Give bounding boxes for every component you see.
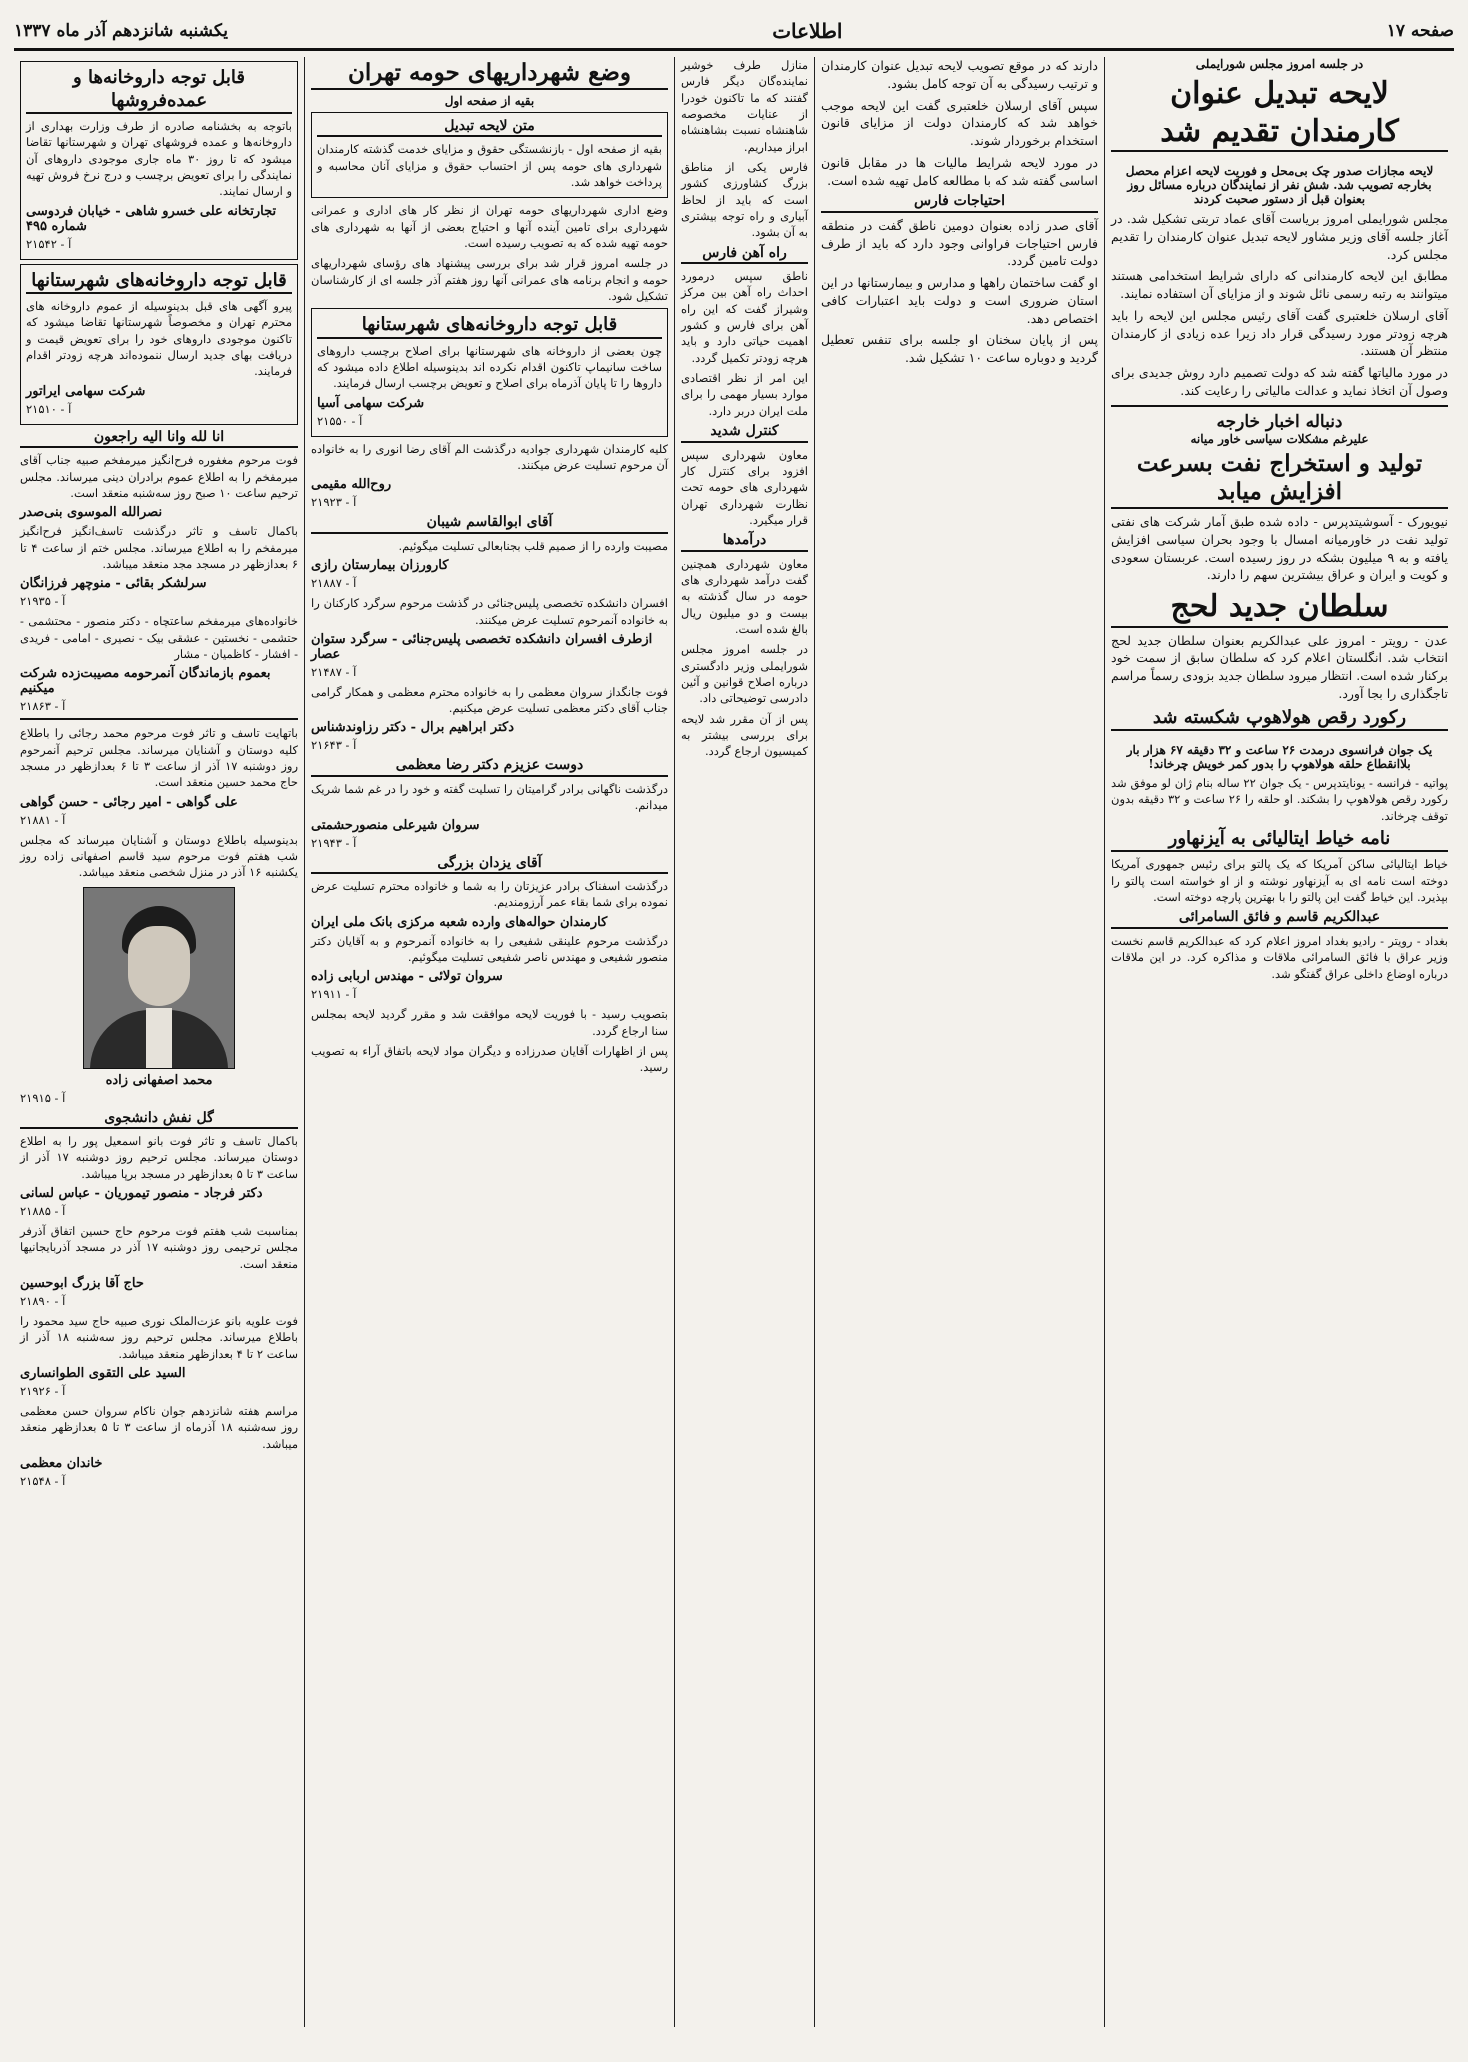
majlis-note-2: پس از اظهارات آقایان صدرزاده و دیگران مواد لایحه باتفاق آراء به تصویب رسید. <box>311 1044 668 1075</box>
bill-text-paragraph: بقیه از صفحه اول - بازنشستگی حقوق و مزایای خدمت گذشته کارمندان شهرداری های حومه پس از احتساب حقوق و مزایای آنان محاسبه و پرداخت خواهد شد. <box>317 142 662 189</box>
condolence-5-ref: آ - ۲۱۹۴۳ <box>311 835 357 850</box>
obituary-9: مراسم هفته شانزدهم جوان ناکام سروان حسن معظمی روز سه‌شنبه ۱۸ آذرماه از ساعت ۳ تا ۵ بعدازظهر منعقد میباشد. <box>20 1403 298 1451</box>
condolence-5-signature: سروان شیرعلی منصورحشمتی <box>311 817 480 833</box>
obituary-4: باتهایت تاسف و تاثر فوت مرحوم محمد رجائی را باطلاع کلیه دوستان و آشنایان میرساند. مجلس ترحیم آنمرحوم روز دوشنبه ۱۷ آذر از ساعت ۳ تا ۶ بعدازظهر در مسجد حاج محمد حسین منعقد است. <box>20 726 299 790</box>
majlis-paragraph-5: او گفت ساختمان راهها و مدارس و بیمارستانها در این استان ضروری است و دولت باید اعتبارات کافی اختصاص دهد. <box>821 275 1098 326</box>
qasim-headline: عبدالکریم قاسم و فائق السامرائی <box>1111 909 1448 929</box>
obituary-1-signature: نصرالله الموسوی بنی‌صدر <box>20 505 163 521</box>
municipalities-headline: وضع شهرداریهای حومه تهران <box>311 59 668 90</box>
wholesaler-ad-signature: تجارتخانه علی خسرو شاهی - خیابان فردوسی شماره ۴۹۵ <box>26 203 277 234</box>
pharmacy-ad <box>311 308 668 436</box>
obituary-4-signature: علی گواهی - امیر رجائی - حسن گواهی <box>20 794 238 810</box>
obituary-2: باکمال تاسف و تاثر درگذشت تاسف‌انگیز فرح‌انگیز میرمفخم را به اطلاع میرساند. مجلس ختم از ساعت ۴ تا ۶ بعدازظهر در مسجد مجد منعقد میباشد. <box>20 524 298 571</box>
obituary-3-signature: بعموم بازماندگان آنمرحومه مصیبت‌زده شرکت میکنیم <box>20 666 271 697</box>
narrow-paragraph-1: منازل طرف خوشیر نماینده‌گان دیگر فارس گفتند که ما تاکنون خودرا از عنایات مخصوصه شاهنشاه نسبت بشاهنشاه ابراز میداریم. <box>681 58 808 154</box>
municipality-paragraph-3: در جلسه امروز قرار شد برای بررسی پیشنهاد های رؤسای شهرداریهای حومه و انجام برنامه های عمرانی آنها روز هفتم آذر جلسه ای از کارشناسان تشکیل شود. <box>311 256 668 303</box>
obituary-section-head: گل نفش دانشجوی <box>20 1110 298 1130</box>
condolence-1-signature: روح‌الله مقیمی <box>311 477 392 493</box>
obituary-6-signature: دکتر فرجاد - منصور تیموریان - عباس لسانی <box>20 1186 263 1202</box>
condolence-2-signature: کارورزان بیمارستان رازی <box>311 558 449 574</box>
municipality-paragraph-2: وضع اداری شهرداریهای حومه تهران از نظر کار های اداری و عمرانی شهرداری برای تامین آینده آنها و احتیاج بعضی از آنها به شهرداری های حومه تهیه شده که به تصویب رسیده است. <box>311 203 668 250</box>
page-number: صفحه ۱۷ <box>1386 21 1454 41</box>
lead-paragraph-1: مجلس شورایملی امروز بریاست آقای عماد تربتی تشکیل شد. در آغاز جلسه آقای وزیر مشاور لایحه تبدیل عنوان کارمندان را تقدیم مجلس کرد. <box>1111 211 1448 262</box>
lahj-article: عدن - رویتر - امروز علی عبدالکریم بعنوان سلطان جدید لحج انتخاب شد. انگلستان اعلام کرد که سلطان سابق از سمت خود برکنار شده است. انتظار میرود سلطان جدید بزودی رسماً مراسم تاجگذاری را بجا آورد. <box>1111 632 1448 701</box>
obituary-8: فوت علویه بانو عزت‌الملک نوری صبیه حاج سید محمود را باطلاع میرساند. مجلس ترحیم روز سه‌شنبه ۱۸ آذر از ساعت ۲ تا ۴ بعدازظهر منعقد میباشد. <box>20 1314 298 1361</box>
condolence-4-ref: آ - ۲۱۶۴۳ <box>311 738 357 753</box>
railway-subhead: راه آهن فارس <box>681 245 808 265</box>
masthead <box>14 14 1454 51</box>
condolence-6: درگذشت اسفناک برادر عزیزتان را به شما و خانواده محترم تسلیت عرض نموده برای شما بقاء عمر آرزومندیم. <box>311 879 668 910</box>
obituary-5-ref: آ - ۲۱۹۱۵ <box>20 1090 66 1105</box>
majlis-paragraph-4: آقای صدر زاده بعنوان دومین ناطق گفت در منطقه فارس احتیاجات فراوانی وجود دارد که باید از طرف دولت تامین گردد. <box>821 217 1098 269</box>
narrow-paragraph-3: ناطق سپس درمورد احداث راه آهن بین مرکز وشیراز گفت که این راه آهن برای فارس و کشور اهمیت حیاتی دارد و باید هرچه زودتر تکمیل گردد. <box>681 269 808 365</box>
column-majlis-continued <box>814 57 1104 2027</box>
obituary-3-ref: آ - ۲۱۸۶۳ <box>20 699 66 714</box>
majlis-note-1: بتصویب رسید - با فوریت لایحه موافقت شد و مقرر گردید لایحه بمجلس سنا ارجاع گردد. <box>311 1007 668 1038</box>
revenue-subhead: درآمدها <box>681 532 808 552</box>
narrow-paragraph-7: در جلسه امروز مجلس شورایملی وزیر دادگستری درباره اصلاح قوانین و آئین دادرسی توضیحاتی داد. <box>681 642 808 706</box>
issue-date: یکشنبه شانزدهم آذر ماه ۱۳۳۷ <box>14 21 228 41</box>
continued-from-front: بقیه از صفحه اول <box>444 93 535 108</box>
narrow-paragraph-5: معاون شهرداری سپس افزود برای کنترل کار شهرداری های حومه تحت نظارت شهرداری تهران قرار میگیرد. <box>681 447 808 527</box>
condolence-5-title: دوست عزیزم دکتر رضا معظمی <box>311 757 668 777</box>
provincial-pharmacy-ad-signature: شرکت سهامی ایراتور <box>26 383 146 399</box>
condolence-4-signature: دکتر ابراهیم برال - دکتر رزاوندشناس <box>311 720 514 736</box>
obituary-8-ref: آ - ۲۱۹۲۶ <box>20 1383 66 1398</box>
pharmacy-ad-body: چون بعضی از داروخانه های شهرستانها برای اصلاح برچسب داروهای ساخت سانیماپ تاکنون اقدام نکرده اند بدینوسیله اطلاع داده میشود که داروها را تا پایان آذرماه برای اصلاح و تعویض برچسب ارسال فرمایند. <box>317 343 662 391</box>
provincial-pharmacy-ad-body: پیرو آگهی های قبل بدینوسیله از عموم داروخانه های محترم تهران و مخصوصاً شهرستانها تقاضا میشود که تاکنون موجودی داروهای خود را برای تعویض قیمت و دریافت بهای جدید ارسال ننموده‌اند هرچه زودتر اقدام فرمایند. <box>26 299 292 379</box>
wholesaler-ad-ref: آ - ۲۱۵۴۲ <box>26 236 72 251</box>
condolence-3: افسران دانشکده تخصصی پلیس‌جنائی در گذشت مرحوم سرگرد کارکنان را به خانواده آنمرحوم تسلیت عرض میکنند. <box>311 596 668 627</box>
pharmacy-ad-title: قابل توجه داروخانه‌های شهرستانها <box>317 314 662 339</box>
obituary-6: باکمال تاسف و تاثر فوت بانو اسمعیل پور را به اطلاع دوستان میرساند. مجلس ترحیم روز دوشنبه ۱۷ آذر از ساعت ۳ تا ۵ بعدازظهر در مسجد برپا میباشد. <box>20 1134 298 1181</box>
column-narrow <box>674 57 814 2027</box>
obituary-5: بدینوسیله باطلاع دوستان و آشنایان میرساند که مجلس شب هفتم فوت مرحوم سید قاسم اصفهانی زاده روز یکشنبه ۱۶ آذر در منزل شخصی منعقد میباشد. <box>20 832 298 880</box>
obituary-3: خانواده‌های میرمفخم ساعتچاه - دکتر منصور - محتشمی - حتشمی - نخستین - عشقی بیک - نصیری - امامی - فریدی - افشار - کاظمیان - مشار <box>20 614 298 661</box>
obituary-7-signature: حاج آقا بزرگ ابوحسین <box>20 1276 144 1291</box>
pharmacy-ad-ref: آ - ۲۱۵۵۰ <box>317 413 363 428</box>
hulahoop-headline: رکورد رقص هولاهوپ شکسته شد <box>1111 707 1448 732</box>
oil-article: نیویورک - آسوشیتدپرس - داده شده طبق آمار شرکت های نفتی تولید نفت در خاورمیانه امسال با وجود بحران سیاسی افزایش یافته و به ۹ میلیون بشکه در روز رسیده است. عربستان سعودی و کویت و ایران و عراق بیشترین سهم را دارند. <box>1111 514 1448 583</box>
tailor-article: خیاط ایتالیائی ساکن آمریکا که یک پالتو برای رئیس جمهوری آمریکا دوخته است نامه ای به آیزنهاور نوشته و از او خواسته است پالتو را بپذیرد. این خیاط گفت این پالتو را با بهترین پارچه دوخته است. <box>1111 857 1448 905</box>
lead-headline: لایحه تبدیل عنوان کارمندان تقدیم شد <box>1111 75 1448 152</box>
newspaper-name: اطلاعات <box>772 19 843 43</box>
obituary-7: بمناسبت شب هفتم فوت مرحوم حاج حسین اتفاق آذرفر مجلس ترحیمی روز دوشنبه ۱۷ آذر در مسجد آذربایجانیها منعقد است. <box>20 1224 298 1271</box>
majlis-paragraph-6: پس از پایان سخنان او جلسه برای تنفس تعطیل گردید و دوباره ساعت ۱۰ تشکیل شد. <box>821 332 1098 365</box>
oil-headline: تولید و استخراج نفت بسرعت افزایش میابد <box>1111 450 1448 510</box>
narrow-paragraph-4: این امر از نظر اقتصادی موارد بسیار مهمی را برای ملت ایران دربر دارد. <box>681 371 808 418</box>
condolence-3-signature: ازطرف افسران دانشکده تخصصی پلیس‌جنائی - سرگرد ستوان عصار <box>311 631 653 662</box>
portrait-caption: محمد اصفهانی زاده <box>105 1072 213 1088</box>
narrow-paragraph-8: پس از آن مقرر شد لایحه برای بررسی بیشتر به کمیسیون ارجاع گردد. <box>681 711 808 759</box>
newspaper-page <box>14 14 1454 2032</box>
divider <box>20 718 298 720</box>
lead-paragraph-4: در مورد مالیاتها گفته شد که دولت تصمیم دارد روش جدیدی برای وصول آن اتخاذ نماید و عدالت مالیاتی را رعایت کند. <box>1111 365 1448 398</box>
lead-paragraph-3: آقای ارسلان خلعتبری گفت آقای رئیس مجلس این لایحه را باید هرچه زودتر مورد رسیدگی قرار داد زیرا عده زیادی از کارمندان منتظر آن هستند. <box>1111 307 1448 359</box>
fars-needs-subhead: احتیاجات فارس <box>821 193 1098 213</box>
obituary-6-ref: آ - ۲۱۸۸۵ <box>20 1204 66 1219</box>
divider <box>1111 405 1448 407</box>
obituary-9-ref: آ - ۲۱۵۴۸ <box>20 1473 66 1488</box>
condolence-2: مصیبت وارده را از صمیم قلب بجنابعالی تسلیت میگوئیم. <box>398 538 668 553</box>
control-subhead: کنترل شدید <box>681 423 808 443</box>
pharmacy-ad-signature: شرکت سهامی آسیا <box>317 395 425 411</box>
column-notices <box>14 57 304 2027</box>
column-lead-news <box>1104 57 1454 2027</box>
condolence-1-ref: آ - ۲۱۹۲۳ <box>311 495 357 510</box>
condolence-3-ref: آ - ۲۱۴۸۷ <box>311 664 357 679</box>
obituary-8-signature: السید علی التقوی الطوانساری <box>20 1365 186 1381</box>
condolence-7-signature: سروان تولائی - مهندس اربابی زاده <box>311 969 503 985</box>
lead-paragraph-2: مطابق این لایحه کارمندانی که دارای شرایط استخدامی هستند میتوانند به رتبه رسمی نائل شوند و از مزایای آن استفاده نمایند. <box>1111 268 1448 301</box>
majlis-paragraph-1: دارند که در موقع تصویب لایحه تبدیل عنوان کارمندان و ترتیب رسیدگی به آن توجه کامل بشود. <box>821 58 1098 91</box>
condolence-5: درگذشت ناگهانی برادر گرامیتان را تسلیت گفته و خود را در غم شما شریک میدانم. <box>311 781 668 813</box>
provincial-pharmacy-ad-ref: آ - ۲۱۵۱۰ <box>26 401 72 416</box>
narrow-paragraph-6: معاون شهرداری همچنین گفت درآمد شهرداری های حومه در سال گذشته به بیست و دو میلیون ریال بالغ شده است. <box>681 556 808 637</box>
wholesaler-ad-title: قابل توجه داروخانه‌ها و عمده‌فروشها <box>26 67 292 114</box>
foreign-kicker: علیرغم مشکلات سیاسی خاور میانه <box>1190 431 1369 446</box>
provincial-pharmacy-ad-title: قابل توجه داروخانه‌های شهرستانها <box>26 270 292 295</box>
lead-kicker: در جلسه امروز مجلس شورایملی <box>1195 57 1364 71</box>
condolence-4: فوت جانگداز سروان معظمی را به خانواده محترم معظمی و همکار گرامی جناب آقای دکتر معظمی تسلیت عرض میکنیم. <box>311 684 668 716</box>
obituary-2-ref: آ - ۲۱۹۳۵ <box>20 594 66 609</box>
majlis-paragraph-2: سپس آقای ارسلان خلعتبری گفت این لایحه موجب خواهد شد که کارمندان دولت از مزایای قانون استخدام برخوردار شوند. <box>821 97 1098 148</box>
wholesaler-ad-body: باتوجه به بخشنامه صادره از طرف وزارت بهداری از داروخانه‌ها و عمده فروشهای تهران و شهرستانها تقاضا میشود که تا روز ۳۰ ماه جاری موجودی داروهای آن نمایندگی را برای تعویض برچسب و درج نرخ فروش تهیه و ارسال نمایند. <box>26 119 292 199</box>
columns <box>14 57 1454 2027</box>
provincial-pharmacy-ad <box>20 264 298 425</box>
portrait-photo <box>83 887 235 1069</box>
obituary-7-ref: آ - ۲۱۸۹۰ <box>20 1294 66 1308</box>
condolence-2-ref: آ - ۲۱۸۸۷ <box>311 576 357 591</box>
obituary-9-signature: خاندان معظمی <box>20 1455 103 1471</box>
lahj-headline: سلطان جدید لحج <box>1111 588 1448 628</box>
obituary-verse: انا لله وانا الیه راجعون <box>20 429 298 449</box>
obituary-2-signature: سرلشکر بقائی - منوچهر فرزانگان <box>20 576 207 592</box>
condolence-7-ref: آ - ۲۱۹۱۱ <box>311 987 357 1002</box>
majlis-paragraph-3: در مورد لایحه شرایط مالیات ها در مقابل قانون اساسی گفته شد که با مطالعه کامل تهیه شده است. <box>821 154 1098 188</box>
foreign-news-header: دنباله اخبار خارجه <box>1216 411 1343 432</box>
condolence-6-signature: کارمندان حواله‌های وارده شعبه مرکزی بانک ملی ایران <box>311 914 608 930</box>
tailor-headline: نامه خیاط ایتالیائی به آیزنهاور <box>1111 828 1448 853</box>
wholesaler-ad <box>20 61 298 260</box>
lead-subhead: لایحه مجازات صدور چک بی‌محل و فوریت لایحه اعزام محصل بخارجه تصویب شد. شش نفر از نمایندگان درباره مسائل روز بعنوان قبل از دستور صحبت کردند <box>1125 164 1434 206</box>
bill-text-title: متن لایحه تبدیل <box>317 118 662 138</box>
narrow-paragraph-2: فارس یکی از مناطق بزرگ کشاورزی کشور است که باید از لحاظ آبیاری و راه توجه بیشتری به آن بشود. <box>681 159 808 240</box>
condolence-7: درگذشت مرحوم علینقی شفیعی را به خانواده آنمرحوم و به آقایان دکتر منصور شفیعی و مهندس ناصر شفیعی تسلیت میگوئیم. <box>311 933 668 965</box>
condolence-2-title: آقای ابوالقاسم شیبان <box>311 514 668 534</box>
obituary-4-ref: آ - ۲۱۸۸۱ <box>20 812 66 827</box>
condolence-1: کلیه کارمندان شهرداری جوادیه درگذشت الم آقای رضا انوری را به خانواده آن مرحوم تسلیت عرض میکنند. <box>311 441 668 473</box>
column-municipalities <box>304 57 674 2027</box>
condolence-6-title: آقای یزدان بزرگی <box>311 855 668 875</box>
hulahoop-article: پواتیه - فرانسه - یونایتدپرس - یک جوان ۲۲ ساله بنام ژان لو موفق شد رکورد رقص هولاهوپ را بشکند. او حلقه را ۲۶ ساعت و ۳۲ دقیقه بدون توقف چرخاند. <box>1111 776 1449 823</box>
bill-text-box <box>311 112 668 198</box>
qasim-article: بغداد - رویتر - رادیو بغداد امروز اعلام کرد که عبدالکریم قاسم نخست وزیر عراق با فائق السامرائی ملاقات و مذاکره کرد. در این ملاقات درباره اوضاع داخلی عراق گفتگو شد. <box>1111 933 1448 981</box>
hulahoop-subhead: یک جوان فرانسوی درمدت ۲۶ ساعت و ۳۲ دقیقه ۶۷ هزار بار بلاانقطاع حلقه هولاهوپ را بدور کمر خویش چرخاند! <box>1126 743 1433 771</box>
obituary-1: فوت مرحوم مغفوره فرح‌انگیز میرمفخم صبیه جناب آقای میرمفخم را به اطلاع عموم برادران دینی میرساند. مجلس ترحیم ساعت ۱۰ صبح روز سه‌شنبه منعقد است. <box>20 453 298 500</box>
